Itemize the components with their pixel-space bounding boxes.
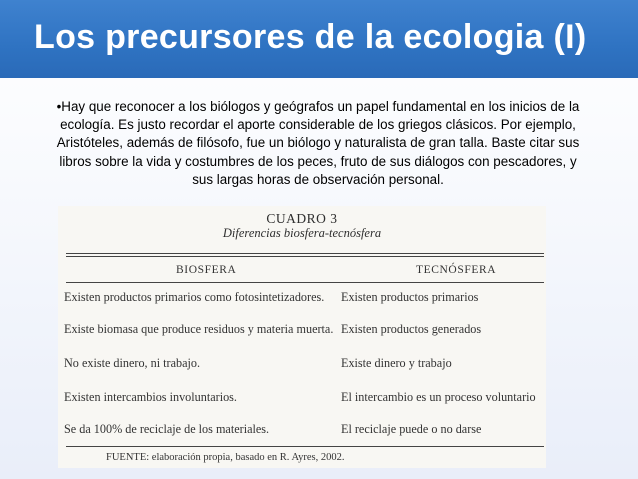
table-subtitle: Diferencias biosfera-tecnósfera — [222, 226, 382, 240]
table-cell: No existe dinero, ni trabajo. — [64, 356, 201, 370]
table-rule-top — [66, 253, 544, 254]
slide-title: Los precursores de la ecologia (I) — [34, 18, 587, 56]
table-cell: Se da 100% de reciclaje de los materiales. — [64, 422, 270, 436]
body-line: ecología. Es justo recordar el aporte considerable de los griegos clásicos. Por ejemplo, — [60, 117, 576, 133]
table-cell: Existen productos primarios como fotosintetizadores. — [64, 290, 325, 304]
table-source: FUENTE: elaboración propia, basado en R. Ayres, 2002. — [106, 452, 345, 463]
column-header-biosfera: BIOSFERA — [176, 264, 237, 276]
table-caption: CUADRO 3 — [266, 211, 338, 226]
title-bar — [0, 0, 638, 78]
column-header-tecnosfera: TECNÓSFERA — [416, 264, 497, 276]
table-rule-top-double — [66, 256, 544, 257]
table-cell: Existe dinero y trabajo — [341, 356, 452, 370]
table-cell: El reciclaje puede o no darse — [341, 422, 482, 436]
body-paragraph — [20, 98, 616, 189]
table-cell: El intercambio es un proceso voluntario — [341, 390, 536, 404]
table-cell: Existen productos generados — [341, 322, 482, 336]
body-line: Aristóteles, además de filósofo, fue un biólogo y naturalista de gran talla. Baste citar sus — [56, 135, 580, 151]
table-cell: Existe biomasa que produce residuos y materia muerta. — [64, 322, 334, 336]
table-rule-bottom — [66, 446, 544, 447]
table-cell: Existen intercambios involuntarios. — [64, 390, 237, 404]
body-line: •Hay que reconocer a los biólogos y geógrafos un papel fundamental en los inicios de la — [56, 99, 580, 114]
table-cell: Existen productos primarios — [341, 290, 479, 304]
table-image — [58, 206, 546, 468]
table-rule-header — [66, 282, 544, 283]
body-line: sus largas horas de observación personal. — [192, 171, 444, 187]
body-line: libros sobre la vida y costumbres de los peces, fruto de sus diálogos con pescadores, y — [59, 153, 577, 169]
